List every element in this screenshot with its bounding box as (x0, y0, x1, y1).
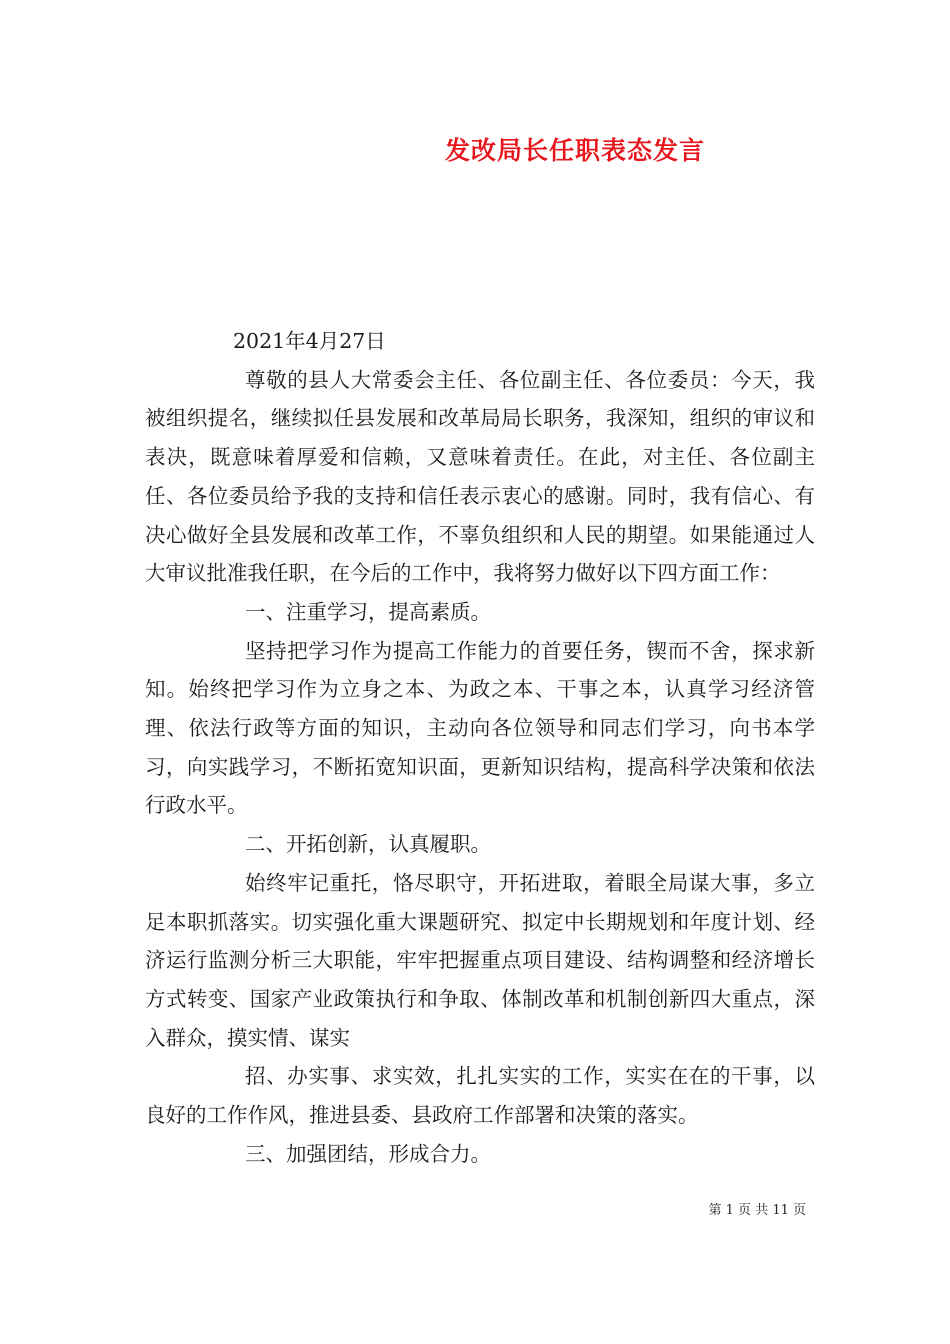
section-heading: 一、注重学习，提高素质。 (245, 599, 491, 624)
paragraph: 坚持把学习作为提高工作能力的首要任务，锲而不舍，探求新知。始终把学习作为立身之本、为政之本、干事之本，认真学习经济管理、依法行政等方面的知识，主动向各位领导和同志们学习，向书本学习，向实践学习，不断拓宽知识面，更新知识结构，提高科学决策和依法行政水平。 (145, 638, 815, 818)
document-date: 2021年4月27日 (233, 329, 386, 353)
section-heading: 三、加强团结，形成合力。 (245, 1141, 491, 1166)
paragraph: 始终牢记重托，恪尽职守，开拓进取，着眼全局谋大事，多立足本职抓落实。切实强化重大课题研究、拟定中长期规划和年度计划、经济运行监测分析三大职能，牢牢把握重点项目建设、结构调整和经济增长方式转变、国家产业政策执行和争取、体制改革和机制创新四大重点，深入群众，摸实情、谋实 (145, 870, 815, 1050)
document-body (145, 322, 815, 1173)
section-heading: 二、开拓创新，认真履职。 (245, 832, 491, 857)
document-title: 发改局长任职表态发言 (444, 136, 705, 165)
paragraph: 尊敬的县人大常委会主任、各位副主任、各位委员：今天，我被组织提名，继续拟任县发展和改革局局长职务，我深知，组织的审议和表决，既意味着厚爱和信赖，又意味着责任。在此，对主任、各位副主任、各位委员给予我的支持和信任表示衷心的感谢。同时，我有信心、有决心做好全县发展和改革工作，不辜负组织和人民的期望。如果能通过人大审议批准我任职，在今后的工作中，我将努力做好以下四方面工作： (145, 367, 815, 586)
page-number: 第 1 页 共 11 页 (708, 1203, 806, 1218)
paragraph: 招、办实事、求实效，扎扎实实的工作，实实在在的干事，以良好的工作作风，推进县委、县政府工作部署和决策的落实。 (145, 1064, 815, 1128)
